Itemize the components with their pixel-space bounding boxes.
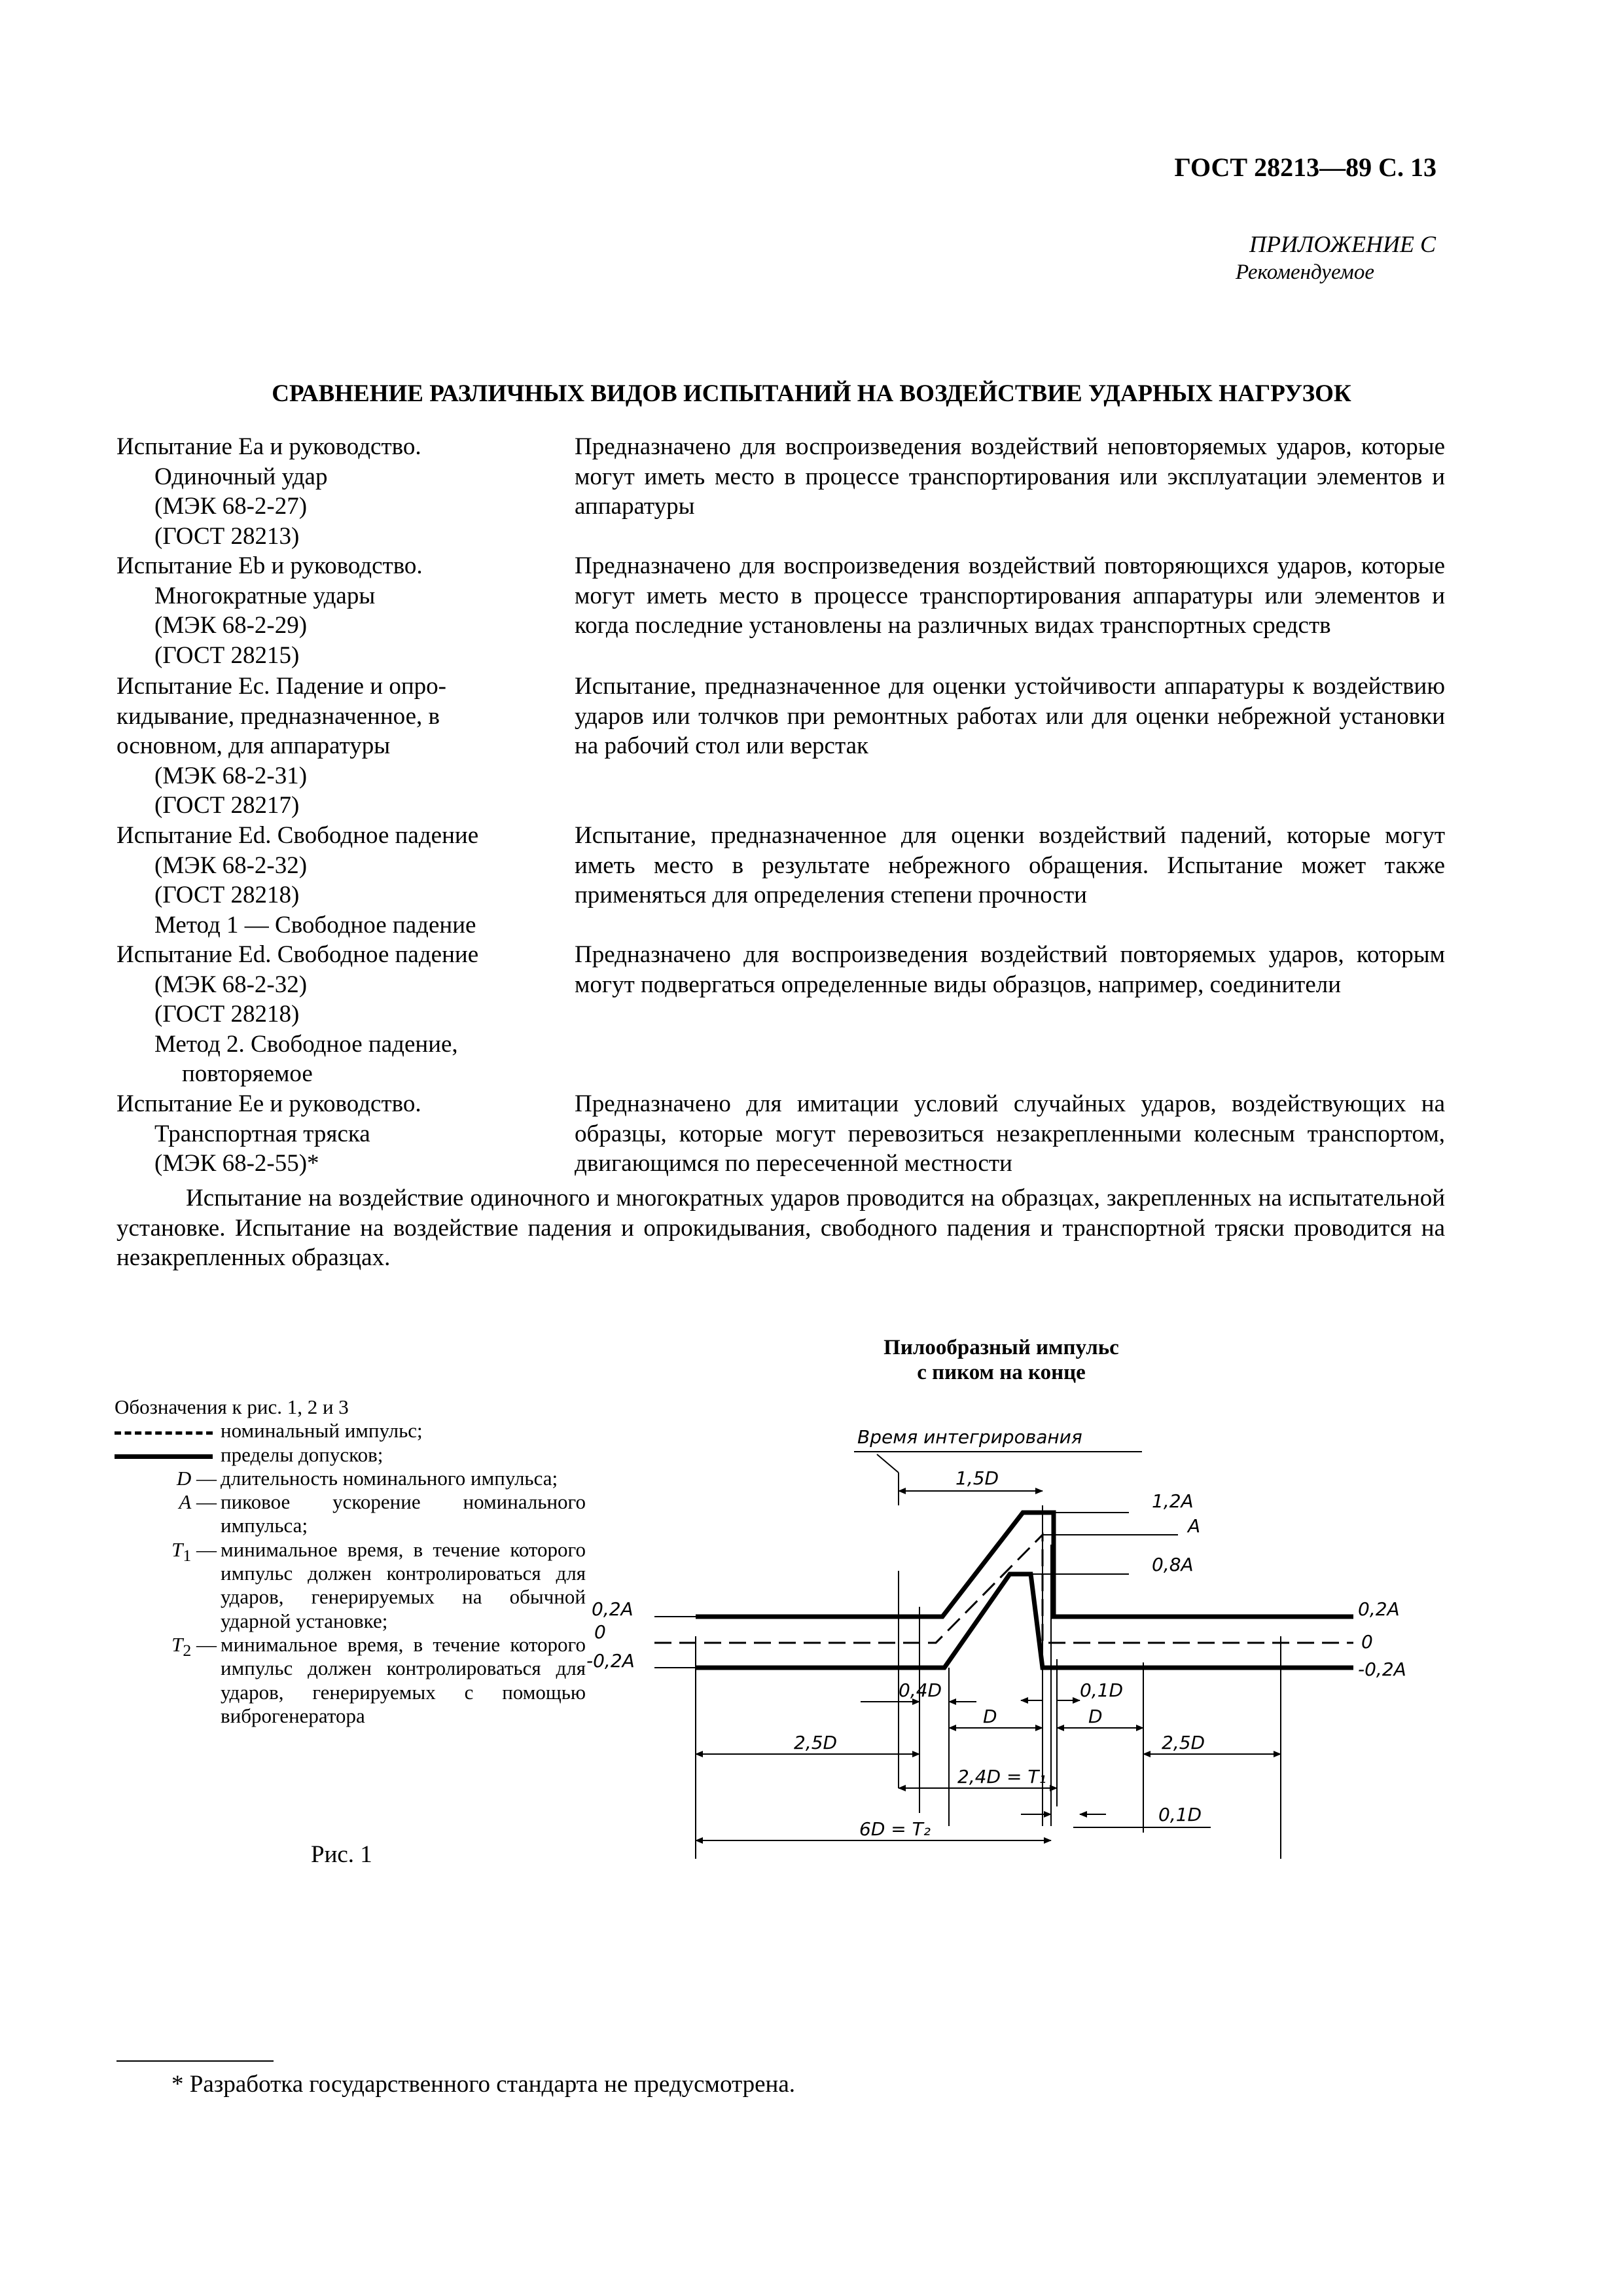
- test-row: [116, 1089, 1445, 1181]
- test-description: Испытание, предназначенное для оценки устойчивости аппаратуры к воздействию ударов или толчков при ремонтных работах или для оценки небрежной установки на рабочий стол или верстак: [575, 673, 1445, 760]
- legend-item: D — длительность номинального импульса;: [176, 1466, 558, 1490]
- test-name: Испытание Ее и руководство. Транспортная тряска (МЭК 68-2-55)*: [116, 1090, 421, 1177]
- label-a: A: [1188, 1515, 1201, 1537]
- level-lines: [654, 1513, 1178, 1668]
- test-description: Предназначено для воспроизведения воздействий повторяемых ударов, которым могут подвергаться определенные виды образцов, например, соединители: [575, 941, 1445, 998]
- legend-item: A — пиковое ускорение номинального импульса;: [179, 1490, 586, 1537]
- appendix-status: Рекомендуемое: [1235, 260, 1374, 284]
- label-2-5d-right: 2,5D: [1162, 1732, 1205, 1753]
- test-description: Предназначено для воспроизведения воздействий повторяющихся ударов, которые могут иметь место в процессе транспортирования аппаратуры или элементов и когда последние установлены на различных видах транспортных средств: [575, 552, 1445, 639]
- page-header: ГОСТ 28213—89 С. 13: [1174, 152, 1436, 182]
- label-left-plus-0-2a: 0,2A: [592, 1598, 633, 1620]
- label-0-8a: 0,8A: [1152, 1554, 1194, 1575]
- label-right-plus-0-2a: 0,2A: [1358, 1598, 1400, 1620]
- label-1-2a: 1,2A: [1152, 1490, 1194, 1512]
- solid-line-sample: [115, 1454, 213, 1459]
- integration-time-label: Время интегрирования: [857, 1426, 1082, 1448]
- label-d-left: D: [983, 1706, 997, 1727]
- label-right-zero: 0: [1361, 1631, 1373, 1653]
- label-d-right: D: [1088, 1706, 1103, 1727]
- diagram-labels: [586, 1426, 1406, 1840]
- footnote-separator: [116, 2060, 274, 2062]
- label-0-1d-top: 0,1D: [1080, 1679, 1124, 1701]
- label-right-minus-0-2a: -0,2A: [1358, 1659, 1406, 1680]
- test-name: Испытание Ed. Свободное падение (МЭК 68-2-32) (ГОСТ 28218) Метод 1 — Свободное падение: [116, 822, 479, 939]
- legend-solid-row: пределы допусков;: [115, 1443, 586, 1467]
- test-name: Испытание Ес. Падение и опро- кидывание, предназначенное, в основном, для аппаратуры (МЭК 68-2-31) (ГОСТ 28217): [116, 673, 446, 819]
- figure-caption: Рис. 1: [311, 1841, 372, 1868]
- footnote: * Разработка государственного стандарта не предусмотрена.: [171, 2071, 796, 2098]
- legend-title: Обозначения к рис. 1, 2 и 3: [115, 1395, 349, 1418]
- test-row: [116, 821, 1445, 940]
- label-t1: 2,4D = T₁: [957, 1766, 1046, 1787]
- test-comparison-table: [116, 432, 1445, 1181]
- test-name: Испытание Ed. Свободное падение (МЭК 68-2-32) (ГОСТ 28218) Метод 2. Свободное падение, повторяемое: [116, 941, 479, 1088]
- legend-item: $T_1$ — минимальное время, в течение которого импульс должен контролироваться для ударов, генерируемых на обычной ударной установке;: [171, 1537, 586, 1632]
- appendix-label: ПРИЛОЖЕНИЕ С: [1249, 231, 1436, 257]
- section-title: СРАВНЕНИЕ РАЗЛИЧНЫХ ВИДОВ ИСПЫТАНИЙ НА ВОЗДЕЙСТВИЕ УДАРНЫХ НАГРУЗОК: [272, 380, 1351, 407]
- label-left-minus-0-2a: -0,2A: [586, 1650, 635, 1672]
- body-paragraph: Испытание на воздействие одиночного и многократных ударов проводится на образцах, закрепленных на испытательной установке. Испытание на воздействие падения и опрокидывания, свободного падения и транспортной тряски проводится на незакрепленных образцах.: [116, 1185, 1445, 1272]
- sawtooth-pulse-diagram: [576, 1414, 1453, 1924]
- test-name: Испытание Eb и руководство. Многократные удары (МЭК 68-2-29) (ГОСТ 28215): [116, 552, 423, 669]
- label-1-5d: 1,5D: [955, 1467, 999, 1489]
- test-description: Предназначено для воспроизведения воздействий неповторяемых ударов, которые могут иметь место в процессе транспортирования или эксплуатации элементов и аппаратуры: [575, 433, 1445, 520]
- label-0-4d: 0,4D: [899, 1679, 942, 1701]
- legend-item: $T_2$ — минимальное время, в течение которого импульс должен контролироваться для ударов, генерируемых с помощью виброгенератора: [171, 1632, 586, 1727]
- test-row: [116, 432, 1445, 551]
- figure-legend: [115, 1395, 586, 1728]
- label-t2: 6D = T₂: [859, 1818, 931, 1840]
- label-0-1d-bottom: 0,1D: [1158, 1804, 1202, 1825]
- label-2-5d-left: 2,5D: [794, 1732, 838, 1753]
- dashed-line-sample: [115, 1431, 213, 1435]
- test-row: [116, 672, 1445, 821]
- legend-dashed-row: номинальный импульс;: [115, 1419, 586, 1443]
- test-description: Испытание, предназначенное для оценки воздействий падений, которые могут иметь место в результате небрежного обращения. Испытание может также применяться для определения степени прочности: [575, 822, 1445, 909]
- tolerance-limits: [696, 1513, 1353, 1668]
- label-left-zero: 0: [594, 1621, 606, 1643]
- nominal-pulse: [654, 1535, 1353, 1643]
- test-description: Предназначено для имитации условий случайных ударов, воздействующих на образцы, которые могут перевозиться незакрепленными колесным транспортом, двигающимся по пересеченной местности: [575, 1090, 1445, 1177]
- test-name: Испытание Еа и руководство. Одиночный удар (МЭК 68-2-27) (ГОСТ 28213): [116, 433, 421, 550]
- test-row: [116, 940, 1445, 1089]
- test-row: [116, 551, 1445, 672]
- diagram-title: Пилообразный импульс с пиком на конце: [883, 1336, 1119, 1384]
